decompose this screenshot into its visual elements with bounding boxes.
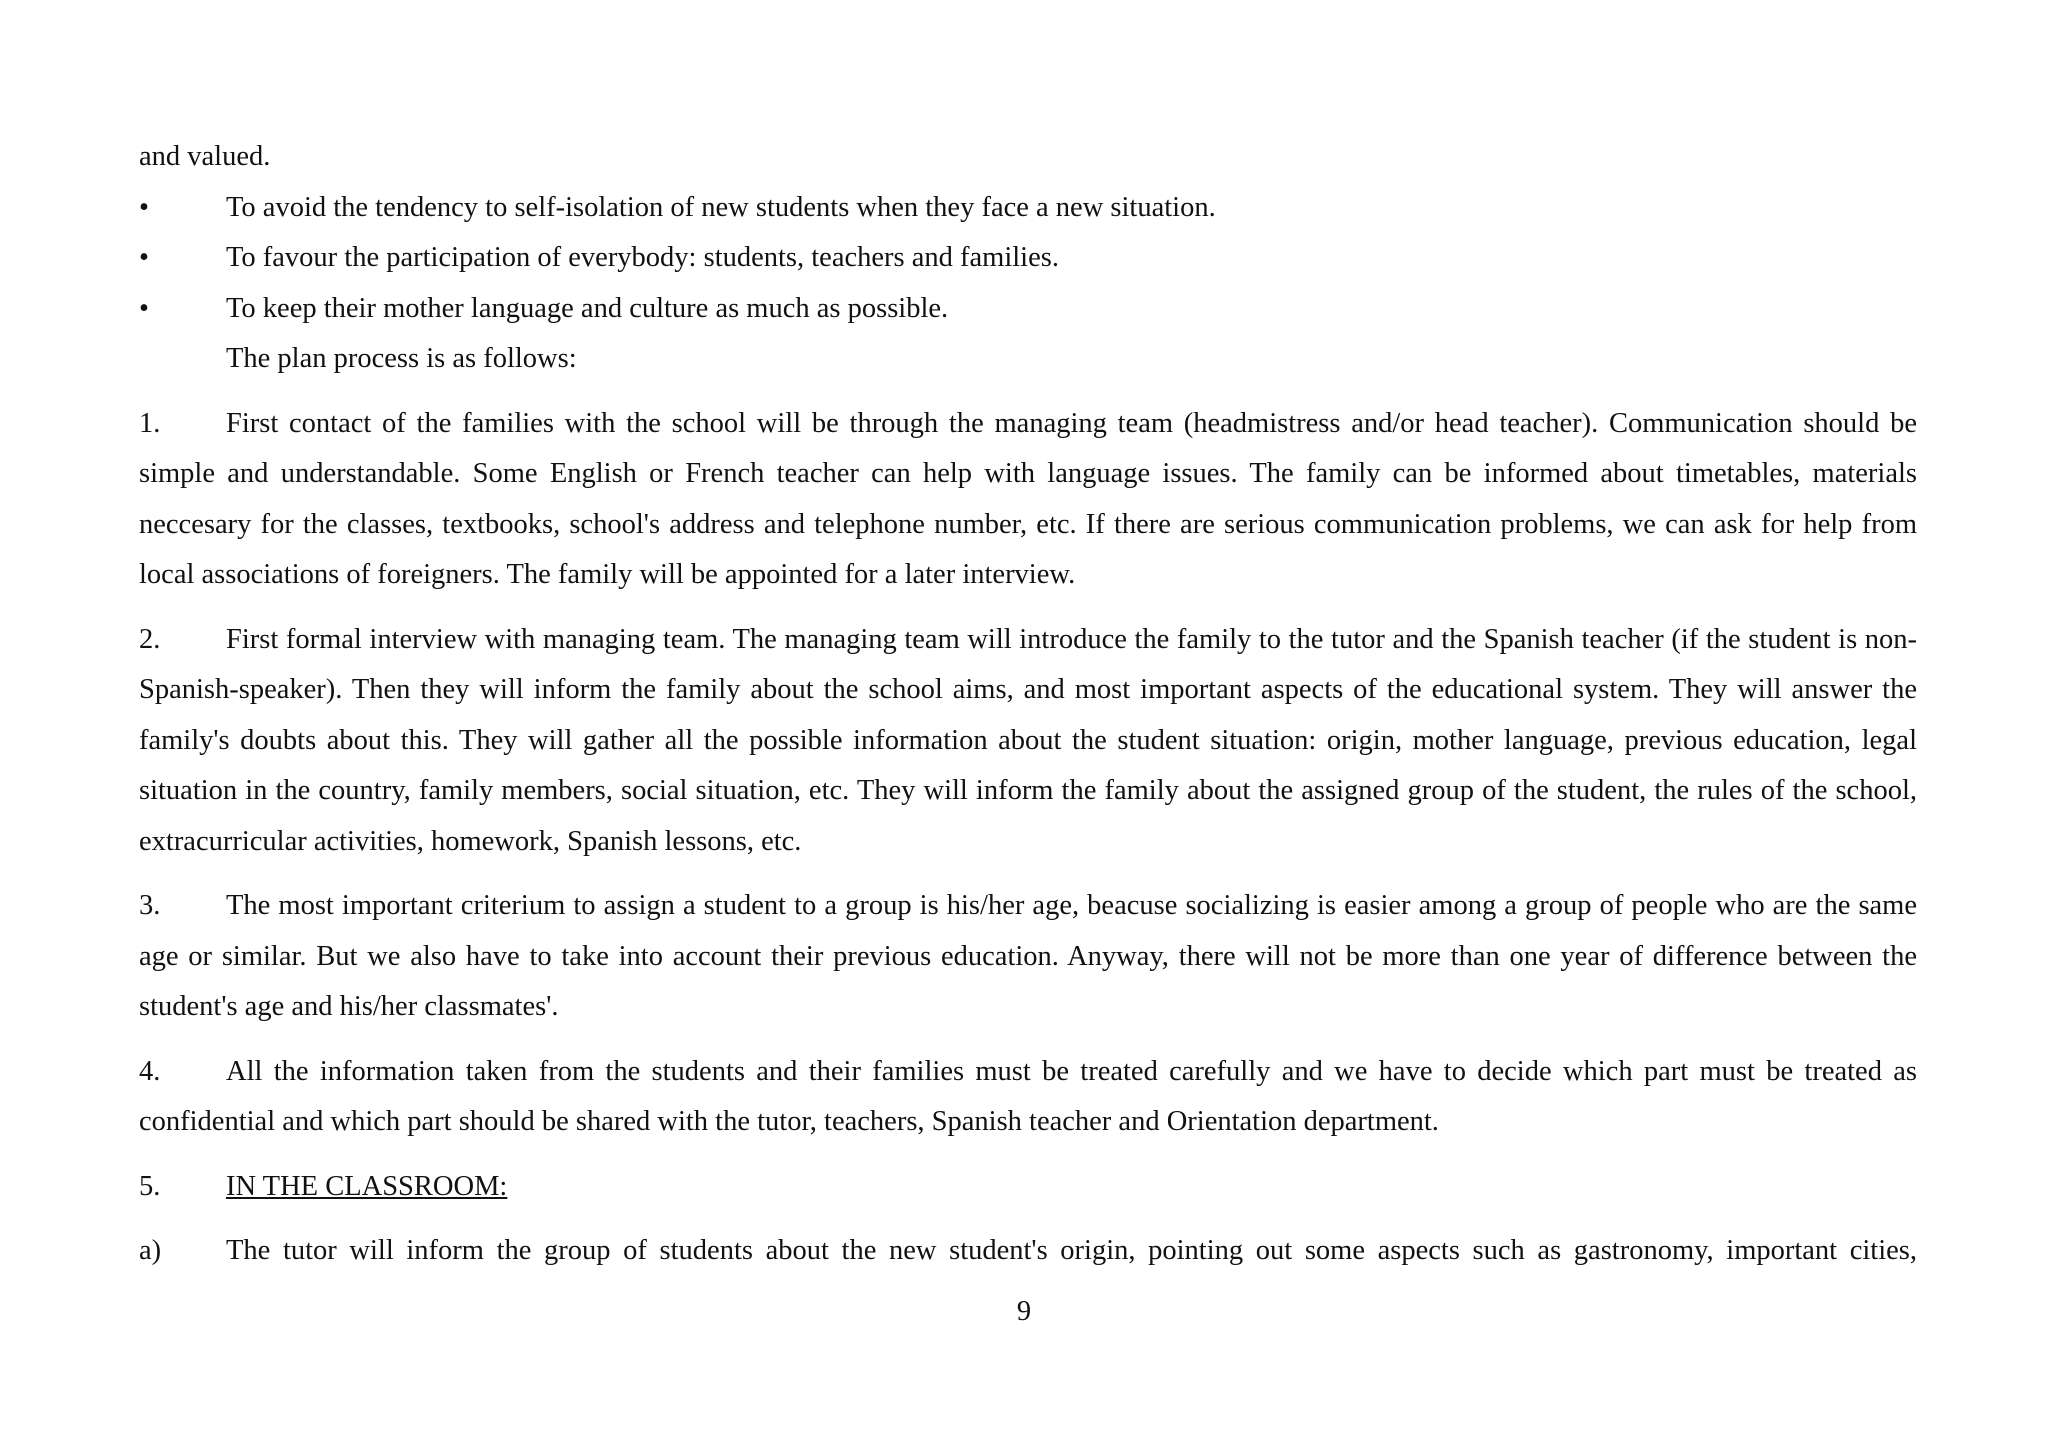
numbered-item bbox=[139, 399, 1917, 601]
bullet-marker: • bbox=[139, 242, 149, 273]
item-text: All the information taken from the students and their families must be treated carefully and we have to decide which part must be treated as confidential and which part should be shared with the tutor, teachers, Spanish teacher and Orientation department. bbox=[139, 1055, 1917, 1137]
numbered-item bbox=[139, 881, 1917, 1033]
bullet-text: To favour the participation of everybody: students, teachers and families. bbox=[226, 242, 1059, 273]
bullet-marker: • bbox=[139, 292, 149, 324]
bullet-item bbox=[139, 233, 1917, 284]
item-number: 3. bbox=[139, 890, 161, 921]
item-text: First contact of the families with the school will be through the managing team (headmistress and/or head teacher). Communication should be simple and understandable. Some English or French teacher can help with language issues. The family can be informed about timetables, materials neccesary for the classes, textbooks, school's address and telephone number, etc. If there are serious communication problems, we can ask for help from local associations of foreigners. The family will be appointed for a later interview. bbox=[139, 407, 1917, 590]
item-number: 4. bbox=[139, 1055, 161, 1087]
item-number: 1. bbox=[139, 407, 161, 439]
process-intro: The plan process is as follows: bbox=[226, 343, 577, 374]
item-text: The tutor will inform the group of students about the new student's origin, pointing out some aspects such as gastronomy, important cities, bbox=[226, 1235, 1917, 1266]
bullet-marker: • bbox=[139, 191, 149, 223]
continuation-text: and valued. bbox=[139, 141, 271, 172]
section-heading: IN THE CLASSROOM: bbox=[226, 1170, 508, 1202]
bullet-item bbox=[139, 284, 1917, 335]
page-number: 9 bbox=[1016, 1296, 1032, 1327]
numbered-item bbox=[139, 615, 1917, 868]
bullet-text: To avoid the tendency to self-isolation of new students when they face a new situation. bbox=[226, 191, 1216, 223]
item-number: 2. bbox=[139, 623, 161, 655]
item-text: The most important criterium to assign a student to a group is his/her age, beacuse socializing is easier among a group of people who are the same age or similar. But we also have to take into account their previous education. Anyway, there will not be more than one year of difference between the student's age and his/her classmates'. bbox=[139, 890, 1917, 1022]
item-letter: a) bbox=[139, 1235, 162, 1266]
document-body bbox=[139, 132, 1917, 1277]
item-number: 5. bbox=[139, 1170, 161, 1202]
bullet-item bbox=[139, 183, 1917, 234]
section-heading-item bbox=[139, 1162, 1917, 1213]
numbered-item bbox=[139, 1047, 1917, 1148]
bullet-text: To keep their mother language and culture as much as possible. bbox=[226, 292, 949, 324]
lettered-item bbox=[139, 1226, 1917, 1277]
item-text: First formal interview with managing team. The managing team will introduce the family to the tutor and the Spanish teacher (if the student is non-Spanish-speaker). Then they will inform the family about the school aims, and most important aspects of the educational system. They will answer the family's doubts about this. They will gather all the possible information about the student situation: origin, mother language, previous education, legal situation in the country, family members, social situation, etc. They will inform the family about the assigned group of the student, the rules of the school, extracurricular activities, homework, Spanish lessons, etc. bbox=[139, 623, 1917, 857]
